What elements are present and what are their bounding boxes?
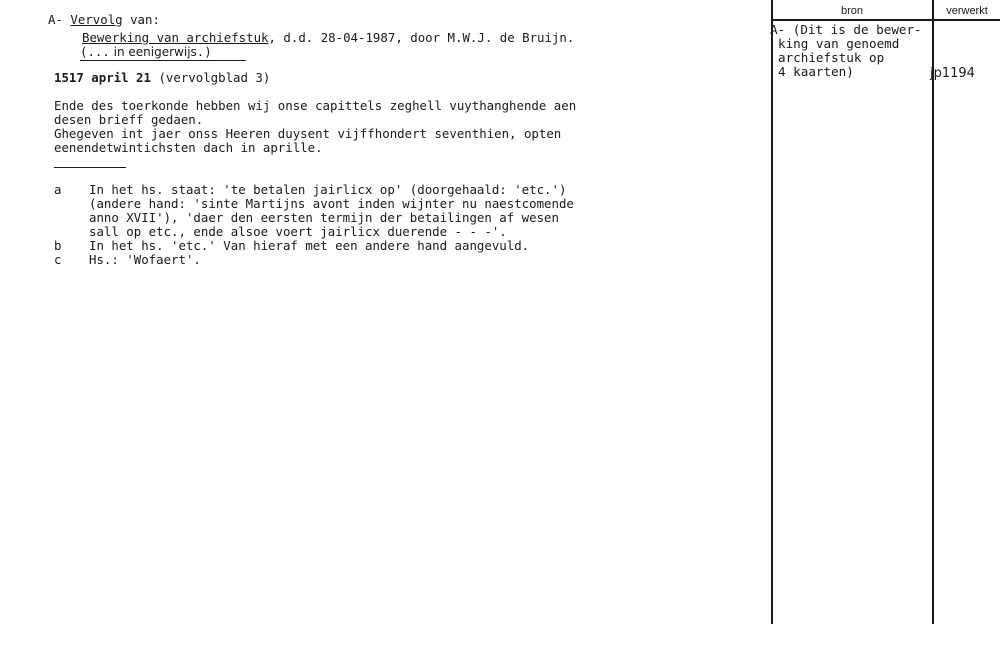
vervolg-van: van: — [122, 12, 160, 27]
eenigerwijs-open: (... — [80, 44, 110, 59]
source-reference — [82, 31, 574, 45]
eenigerwijs-note — [80, 45, 212, 59]
note-c-line-1: Hs.: 'Wofaert'. — [89, 252, 201, 267]
verwerkt-column-header: verwerkt — [946, 5, 988, 17]
entry-date-bold: 1517 april 21 — [54, 70, 151, 85]
note-letter-b: b — [54, 238, 62, 253]
bron-line-4: 4 kaarten) — [778, 64, 854, 79]
note-a-line-2: (andere hand: 'sinte Martijns avont inden wijnter nu naestcomende — [89, 196, 574, 211]
note-a-line-4: sall op etc., ende alsoe voert jairlicx duerende - - -'. — [89, 224, 507, 239]
bewerking-label: Bewerking van archiefstuk — [82, 30, 269, 45]
body-line-1: Ende des toerkonde hebben wij onse capittels zeghell vuythanghende aen — [54, 98, 577, 113]
body-line-3: Ghegeven int jaer onss Heeren duysent vijffhondert seventhien, opten — [54, 126, 562, 141]
eenigerwijs-close: .) — [196, 44, 212, 59]
header-underline — [80, 60, 246, 61]
bron-column-right-rule — [932, 0, 934, 624]
bron-column-left-rule — [771, 0, 773, 624]
bron-column-header: bron — [840, 5, 864, 17]
section-heading — [48, 13, 160, 27]
notes-separator — [54, 167, 126, 168]
bewerking-details: , d.d. 28-04-1987, door M.W.J. de Bruijn. — [268, 30, 575, 45]
note-a-line-3: anno XVII'), 'daer den eersten termijn der betailingen af wesen — [89, 210, 559, 225]
bron-line-3: archiefstuk op — [778, 50, 885, 65]
verwerkt-value: jp1194 — [930, 66, 975, 81]
note-letter-c: c — [54, 252, 62, 267]
entry-date — [54, 71, 270, 85]
note-b-line-1: In het hs. 'etc.' Van hieraf met een andere hand aangevuld. — [89, 238, 530, 253]
bron-line-1: A- (Dit is de bewer- — [770, 22, 922, 37]
vervolg-label: Vervolg — [70, 12, 123, 27]
body-line-2: desen brieff gedaen. — [54, 112, 204, 127]
section-prefix: A- — [48, 12, 63, 27]
column-header-rule — [771, 19, 1000, 21]
entry-date-note: (vervolgblad 3) — [150, 70, 271, 85]
note-letter-a: a — [54, 182, 62, 197]
note-a-line-1: In het hs. staat: 'te betalen jairlicx op' (doorgehaald: 'etc.') — [89, 182, 567, 197]
bron-line-2: king van genoemd — [778, 36, 900, 51]
eenigerwijs-handwritten: in eenigerwijs — [109, 45, 197, 59]
body-line-4: eenendetwintichsten dach in aprille. — [54, 140, 323, 155]
